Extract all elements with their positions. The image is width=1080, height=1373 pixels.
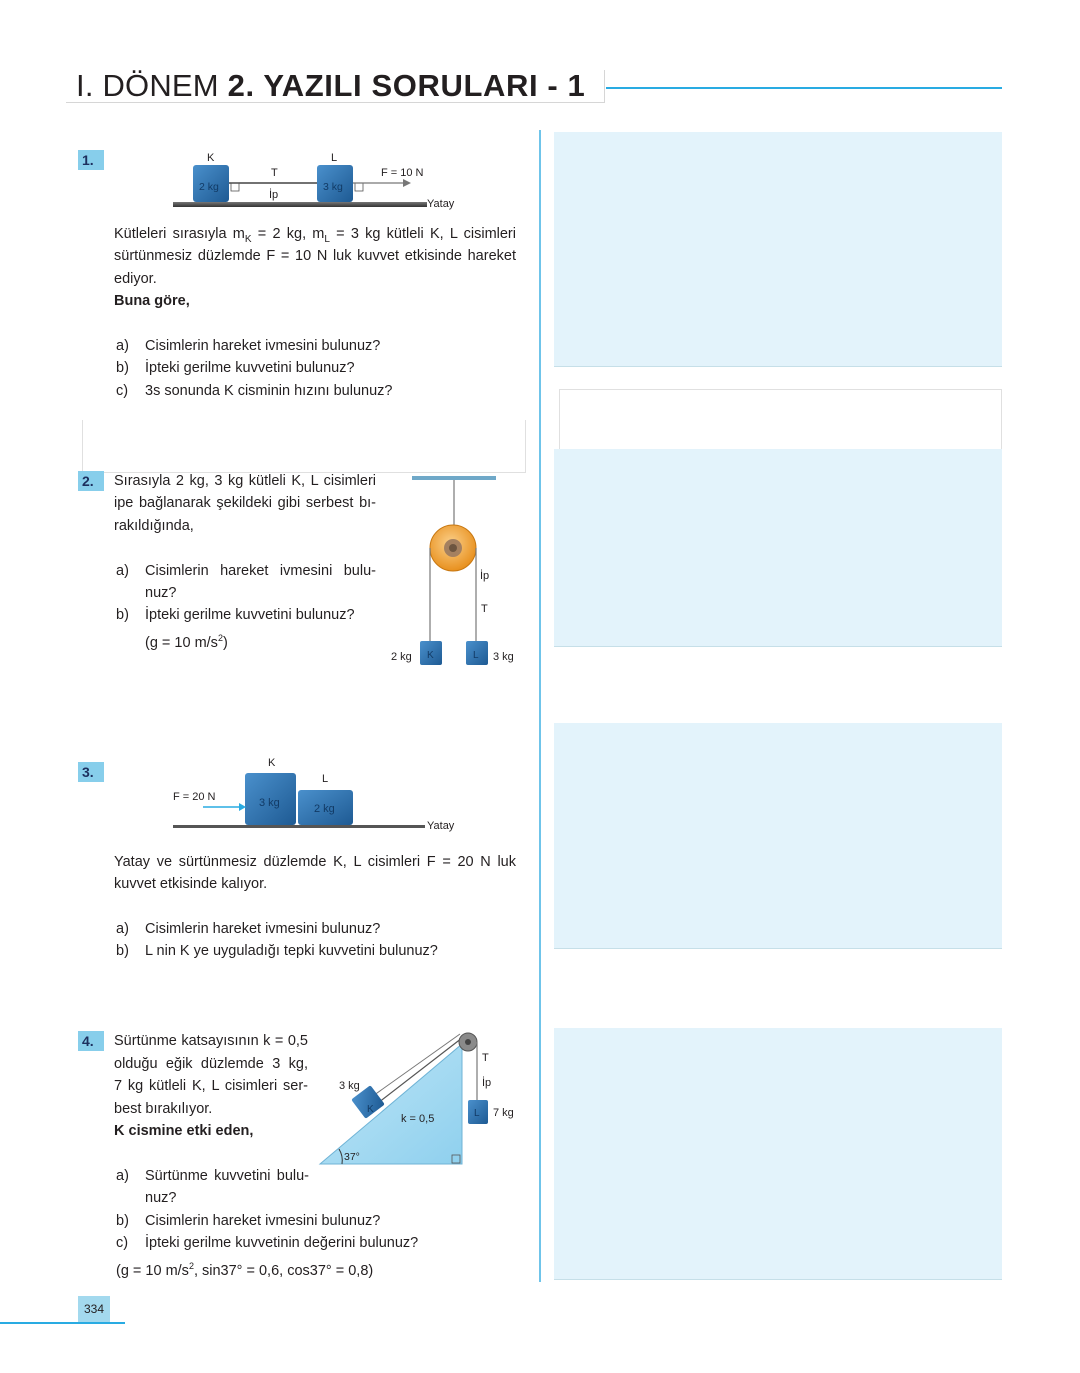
question-number-2: 2.: [78, 471, 104, 491]
label-k: K: [268, 757, 276, 769]
mass-k: 3 kg: [259, 797, 280, 809]
ground: [173, 202, 427, 207]
label-k: K: [367, 1104, 374, 1115]
rope-label: İp: [482, 1077, 492, 1089]
q4-text-line4: best bırakılıyor.: [114, 1101, 213, 1117]
answer-box-1[interactable]: [554, 132, 1002, 367]
q4-text-line3: 7 kg kütleli K, L cisimleri ser-: [114, 1078, 308, 1094]
q4-lead: K cismine etki eden,: [114, 1123, 254, 1139]
q1-option-a: a) Cisimlerin hareket ivmesini bulunuz?: [116, 338, 381, 354]
answer-box-2[interactable]: [554, 449, 1002, 647]
q2-text-line2: ipe bağlanarak şekildeki gibi serbest bı-: [114, 495, 376, 511]
q3-text-line2: kuvvet etkisinde kalıyor.: [114, 876, 268, 892]
label-l: L: [322, 773, 329, 785]
page-number-rule: [0, 1322, 125, 1324]
answer-box-gap-frame: [559, 389, 1002, 449]
q1-option-b: b) İpteki gerilme kuvvetini bulunuz?: [116, 360, 355, 376]
q4-option-a-line1: Sürtünme kuvvetini bulu-: [145, 1168, 309, 1184]
q1-text-line2: sürtünmesiz düzlemde F = 10 N luk kuvvet etkisinde hareket: [114, 248, 516, 264]
q2-option-b: b) İpteki gerilme kuvvetini bulunuz?: [116, 607, 355, 623]
incline: [320, 1044, 462, 1164]
q3-option-b: b) L nin K ye uyguladığı tepki kuvvetini bulunuz?: [116, 943, 438, 959]
q4-option-b: b) Cisimlerin hareket ivmesini bulunuz?: [116, 1213, 381, 1229]
q4-option-a: a) Sürtünme kuvvetini bulu-: [116, 1165, 309, 1188]
label-k: K: [427, 650, 434, 661]
tension-label: T: [481, 603, 488, 615]
q2-option-a-line1: Cisimlerin hareket ivmesini bulu-: [145, 563, 376, 579]
figure-q3: [165, 752, 465, 838]
page-title: I. DÖNEM 2. YAZILI SORULARI - 1: [76, 68, 586, 103]
mass-k: 2 kg: [391, 651, 412, 663]
q4-text-line1: Sürtünme katsayısının k = 0,5: [114, 1033, 308, 1049]
figure-q2: [385, 470, 525, 675]
q1-text-line3: ediyor.: [114, 271, 157, 287]
tension-label: T: [271, 167, 278, 179]
q2-given: (g = 10 $m/s^2$): [145, 633, 228, 651]
mass-l: 3 kg: [493, 651, 514, 663]
q3-text-line1: Yatay ve sürtünmesiz düzlemde K, L cisimleri F = 20 N luk: [114, 854, 516, 870]
rope-label: İp: [480, 570, 490, 582]
question-number-1: 1.: [78, 150, 104, 170]
q4-text-line2: olduğu eğik düzlemde 3 kg,: [114, 1056, 308, 1072]
friction-label: k = 0,5: [401, 1113, 435, 1125]
label-l: L: [474, 1108, 480, 1119]
q1-lead: Buna göre,: [114, 293, 190, 309]
right-angle-l: [355, 183, 363, 191]
mass-l: 7 kg: [493, 1107, 514, 1119]
angle-label: 37°: [344, 1151, 360, 1163]
mass-k: 2 kg: [199, 181, 219, 193]
figure-q4: [312, 1026, 527, 1168]
q2-text-line3: rakıldığında,: [114, 518, 194, 534]
question-number-4: 4.: [78, 1031, 104, 1051]
column-divider: [539, 130, 541, 1282]
figure-q1: [165, 148, 465, 212]
mass-k: 3 kg: [339, 1080, 360, 1092]
q1-text-line1: Kütleleri sırasıyla $m_K = 2$ kg, $m_L = 3$ kg kütleli K, L cisimleri: [114, 226, 516, 245]
surface-label: Yatay: [427, 198, 455, 210]
force-label: F = 20 N: [173, 791, 216, 803]
question-1-frame: [82, 420, 526, 473]
tension-label: T: [482, 1052, 489, 1064]
ground: [173, 825, 425, 828]
q4-option-c: c) İpteki gerilme kuvvetinin değerini bulunuz?: [116, 1235, 419, 1251]
ceiling: [412, 476, 496, 480]
force-label: F = 10 N: [381, 167, 424, 179]
label-l: L: [473, 650, 479, 661]
mass-l: 3 kg: [323, 181, 343, 193]
q3-option-a: a) Cisimlerin hareket ivmesini bulunuz?: [116, 921, 381, 937]
right-angle-k: [231, 183, 239, 191]
q2-option-a: a) Cisimlerin hareket ivmesini bulu-: [116, 560, 376, 583]
label-k: K: [207, 152, 215, 164]
mass-l: 2 kg: [314, 803, 335, 815]
q4-given: (g = 10 $m/s^2$, sin37° = 0,6, cos37° = 0,8): [116, 1261, 374, 1279]
pulley-axle: [449, 544, 457, 552]
force-arrowhead: [239, 803, 246, 811]
force-arrowhead: [403, 179, 411, 187]
q1-option-c: c) 3s sonunda K cisminin hızını bulunuz?: [116, 383, 393, 399]
rope-label: İp: [269, 189, 279, 201]
page-number: 334: [78, 1296, 110, 1322]
label-l: L: [331, 152, 338, 164]
surface-label: Yatay: [427, 820, 455, 832]
q2-option-a-line2: nuz?: [145, 585, 177, 601]
title-rule: [606, 87, 1002, 89]
q4-option-a-line2: nuz?: [145, 1190, 177, 1206]
q2-text-line1: Sırasıyla 2 kg, 3 kg kütleli K, L cisimleri: [114, 473, 376, 489]
pulley-hub: [465, 1039, 471, 1045]
question-number-3: 3.: [78, 762, 104, 782]
answer-box-3[interactable]: [554, 723, 1002, 949]
answer-box-4[interactable]: [554, 1028, 1002, 1280]
